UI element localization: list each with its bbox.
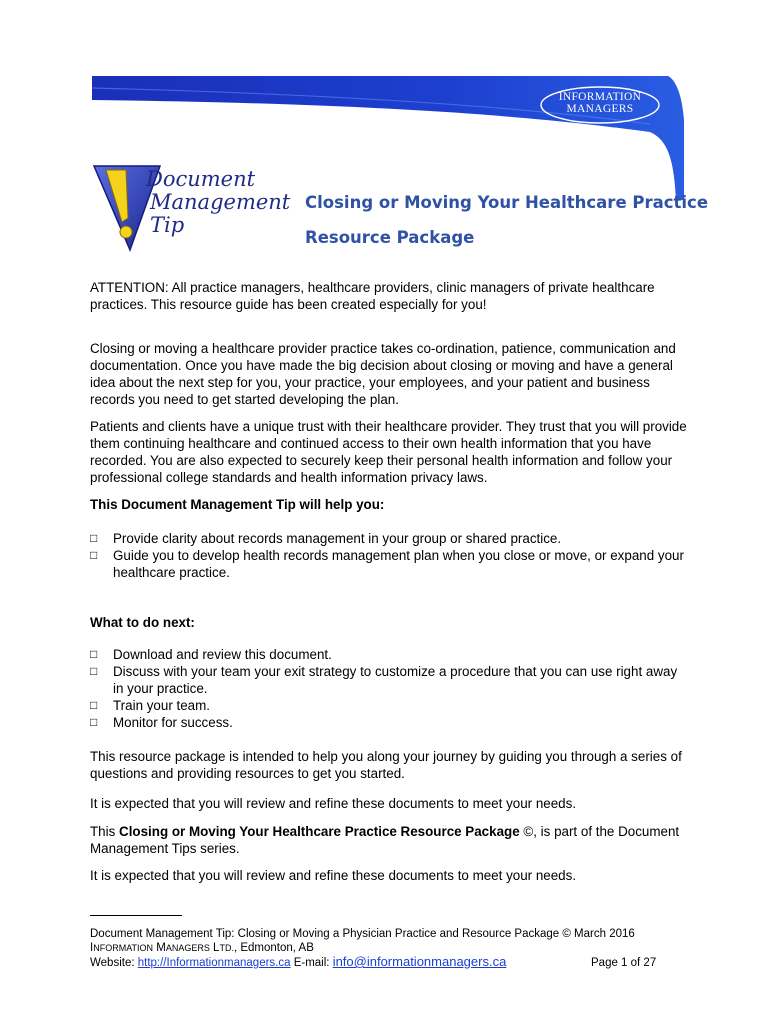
attention-paragraph: ATTENTION: All practice managers, healthcare providers, clinic managers of private healthcare practices. This resource guide has been created especially for you! bbox=[90, 280, 655, 312]
list-item: □ Download and review this document. bbox=[90, 647, 332, 662]
intro-paragraph: Closing or moving a healthcare provider practice takes co-ordination, patience, communication and documentation. Once you have made the big decision about closing or moving and have a general idea about the next step for you, your practice, your employees, and your patient and business records you need to get started developing the plan. bbox=[90, 341, 676, 407]
footnote-divider bbox=[90, 915, 182, 916]
logo-line2: Management bbox=[150, 190, 291, 214]
package-name: Closing or Moving Your Healthcare Practice Resource Package bbox=[119, 824, 520, 839]
badge-line1: INFORMATION bbox=[558, 91, 642, 103]
logo-wordmark bbox=[146, 168, 290, 237]
badge-line2: MANAGERS bbox=[566, 103, 634, 115]
logo-line3: Tip bbox=[150, 213, 185, 237]
email-link[interactable]: info@informationmanagers.ca bbox=[332, 954, 507, 969]
checkbox-icon: □ bbox=[90, 548, 98, 562]
resource-paragraph: This resource package is intended to help you along your journey by guiding you through a series of questions and providing resources to get you started. bbox=[90, 749, 682, 781]
document-title: Closing or Moving Your Healthcare Practice bbox=[305, 193, 709, 212]
checkbox-icon: □ bbox=[90, 531, 98, 545]
next-steps-list bbox=[90, 646, 690, 731]
badge-text bbox=[538, 91, 662, 115]
list-item: □ Train your team. bbox=[90, 698, 210, 713]
page-number: Page 1 of 27 bbox=[591, 957, 657, 969]
footer-line1: Document Management Tip: Closing or Moving a Physician Practice and Resource Package © March 2016 bbox=[90, 928, 635, 940]
document-subtitle: Resource Package bbox=[305, 228, 475, 247]
expected-paragraph: It is expected that you will review and refine these documents to meet your needs. bbox=[90, 796, 577, 811]
next-heading: What to do next: bbox=[90, 615, 195, 630]
list-item: □ Discuss with your team your exit strategy to customize a procedure that you can use right away in your practice. bbox=[90, 664, 678, 696]
footer-company: INFORMATION MANAGERS LTD., Edmonton, AB bbox=[90, 942, 314, 954]
logo-line1: Document bbox=[146, 167, 256, 191]
footer-contact: Website: http://Informationmanagers.ca E-mail: info@informationmanagers.ca bbox=[90, 954, 507, 969]
checkbox-icon: □ bbox=[90, 664, 98, 678]
expected-paragraph-repeat: It is expected that you will review and refine these documents to meet your needs. bbox=[90, 868, 577, 883]
list-item: □ Guide you to develop health records management plan when you close or move, or expand your healthcare practice. bbox=[90, 548, 684, 580]
checkbox-icon: □ bbox=[90, 715, 98, 729]
website-link[interactable]: http://Informationmanagers.ca bbox=[137, 957, 291, 969]
trust-paragraph: Patients and clients have a unique trust with their healthcare provider. They trust that you will provide them continuing healthcare and continued access to their own health information that you have recorded. You are also expected to securely keep their personal health information and follow your professional college standards and health information privacy laws. bbox=[90, 419, 687, 485]
series-paragraph: This Closing or Moving Your Healthcare Practice Resource Package ©, is part of the Document Management Tips series. bbox=[90, 824, 680, 856]
list-item: □ Provide clarity about records management in your group or shared practice. bbox=[90, 531, 562, 546]
list-item: □ Monitor for success. bbox=[90, 715, 233, 730]
help-list bbox=[90, 530, 690, 581]
help-heading: This Document Management Tip will help you: bbox=[90, 497, 385, 512]
checkbox-icon: □ bbox=[90, 698, 98, 712]
checkbox-icon: □ bbox=[90, 647, 98, 661]
